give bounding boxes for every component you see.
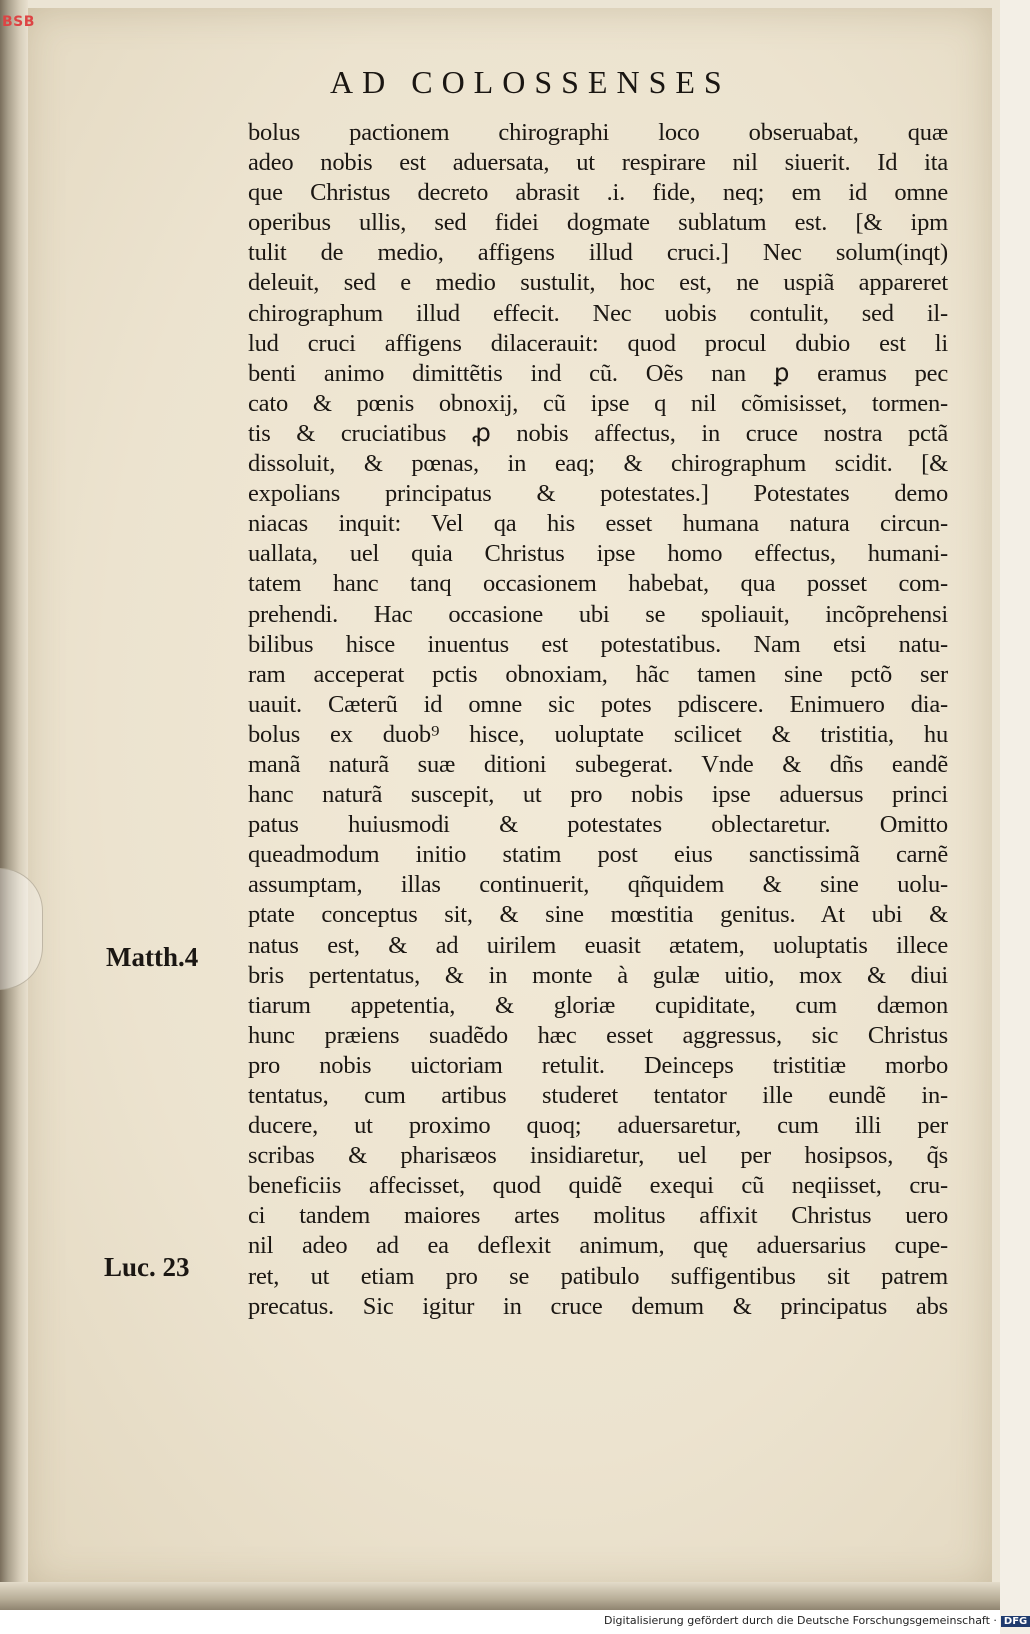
book-spine-edge <box>0 0 28 1634</box>
margin-note-matthew: Matth.4 <box>106 942 199 972</box>
text-line: tis & cruciatibus ꝓ nobis affectus, in cruce nostra pctã <box>248 419 948 447</box>
text-line: natus est, & ad uirilem euasit ætatem, uoluptatis illece <box>248 931 948 959</box>
text-line: bilibus hisce inuentus est potestatibus. Nam etsi natu- <box>248 630 948 658</box>
text-line: scribas & pharisæos insidiaretur, uel per hosipsos, q̃s <box>248 1142 948 1170</box>
text-line: ret, ut etiam pro se patibulo suffigentibus sit patrem <box>248 1262 948 1290</box>
funding-footer <box>604 1614 1030 1627</box>
text-line: dissoluit, & pœnas, in eaq; & chirographum scidit. [& <box>248 450 948 478</box>
text-line: beneficiis affecisset, quod quidẽ exequi cũ neqiisset, cru- <box>248 1172 948 1200</box>
text-line: hunc præiens suadẽdo hæc esset aggressus, sic Christus <box>248 1021 948 1049</box>
text-line: chirographum illud effecit. Nec uobis contulit, sed il- <box>248 299 948 327</box>
text-line: bolus ex duob⁹ hisce, uoluptate scilicet & tristitia, hu <box>248 720 948 748</box>
text-line: patus huiusmodi & potestates oblectaretur. Omitto <box>248 811 948 839</box>
text-line: operibus ullis, sed fidei dogmate sublatum est. [& ipm <box>248 209 948 237</box>
text-line: tentatus, cum artibus studeret tentator ille eundẽ in- <box>248 1082 948 1109</box>
page-bottom-edge <box>0 1582 1000 1610</box>
text-line: nil adeo ad ea deflexit animum, quę aduersarius cupe- <box>248 1232 948 1260</box>
text-line: deleuit, sed e medio sustulit, hoc est, ne uspiã appareret <box>248 269 948 297</box>
text-line: hanc naturã suscepit, ut pro nobis ipse aduersus princi <box>248 781 948 809</box>
text-line: ci tandem maiores artes molitus affixit Christus uero <box>248 1202 948 1230</box>
body-text <box>248 118 948 1322</box>
text-line: queadmodum initio statim post eius sanctissimã carnẽ <box>248 841 948 869</box>
text-line: benti animo dimittẽtis ind cũ. Oẽs nan ꝑ eramus pec <box>248 359 948 387</box>
text-line: uallata, uel quia Christus ipse homo effectus, humani- <box>248 540 948 568</box>
text-line: ram acceperat pctis obnoxiam, hãc tamen sine pctõ ser <box>248 660 948 688</box>
text-line: adeo nobis est aduersata, ut respirare nil siuerit. Id ita <box>248 149 948 177</box>
text-line: que Christus decreto abrasit .i. fide, neq; em id omne <box>248 179 948 207</box>
text-line: cato & pœnis obnoxij, cũ ipse q nil cõmisisset, tormen- <box>248 389 948 417</box>
library-mark: BSB <box>2 14 35 30</box>
text-line: precatus. Sic igitur in cruce demum & principatus abs <box>248 1292 948 1320</box>
margin-note-luke: Luc. 23 <box>104 1252 190 1282</box>
text-line: ducere, ut proximo quoq; aduersaretur, cum illi per <box>248 1112 948 1140</box>
text-line: tatem hanc tanq occasionem habebat, qua posset com- <box>248 570 948 598</box>
text-line: uauit. Cæterũ id omne sic potes pdiscere. Enimuero dia- <box>248 690 948 718</box>
text-line: lud cruci affigens dilacerauit: quod procul dubio est li <box>248 329 948 357</box>
footer-text: Digitalisierung gefördert durch die Deutsche Forschungsgemeinschaft · <box>604 1614 997 1627</box>
text-line: bolus pactionem chirographi loco obseruabat, quæ <box>248 119 948 146</box>
text-line: pro nobis uictoriam retulit. Deinceps tristitiæ morbo <box>248 1051 948 1079</box>
text-line: niacas inquit: Vel qa his esset humana natura circun- <box>248 510 948 538</box>
dfg-logo: DFG <box>1001 1616 1030 1627</box>
running-head: AD COLOSSENSES <box>330 64 731 100</box>
text-line: manã naturã suæ ditioni subegerat. Vnde & dñs eandẽ <box>248 750 948 778</box>
text-line: ptate conceptus sit, & sine mœstitia genitus. At ubi & <box>248 901 948 929</box>
text-line: expolians principatus & potestates.] Potestates demo <box>248 480 948 508</box>
text-line: tiarum appetentia, & gloriæ cupiditate, cum dæmon <box>248 991 948 1019</box>
text-line: bris pertentatus, & in monte à gulæ uitio, mox & diui <box>248 961 948 989</box>
text-line: tulit de medio, affigens illud cruci.] Nec solum(inqt) <box>248 239 948 267</box>
text-line: assumptam, illas continuerit, qñquidem & sine uolu- <box>248 871 948 899</box>
text-line: prehendi. Hac occasione ubi se spoliauit, incõprehensi <box>248 600 948 628</box>
